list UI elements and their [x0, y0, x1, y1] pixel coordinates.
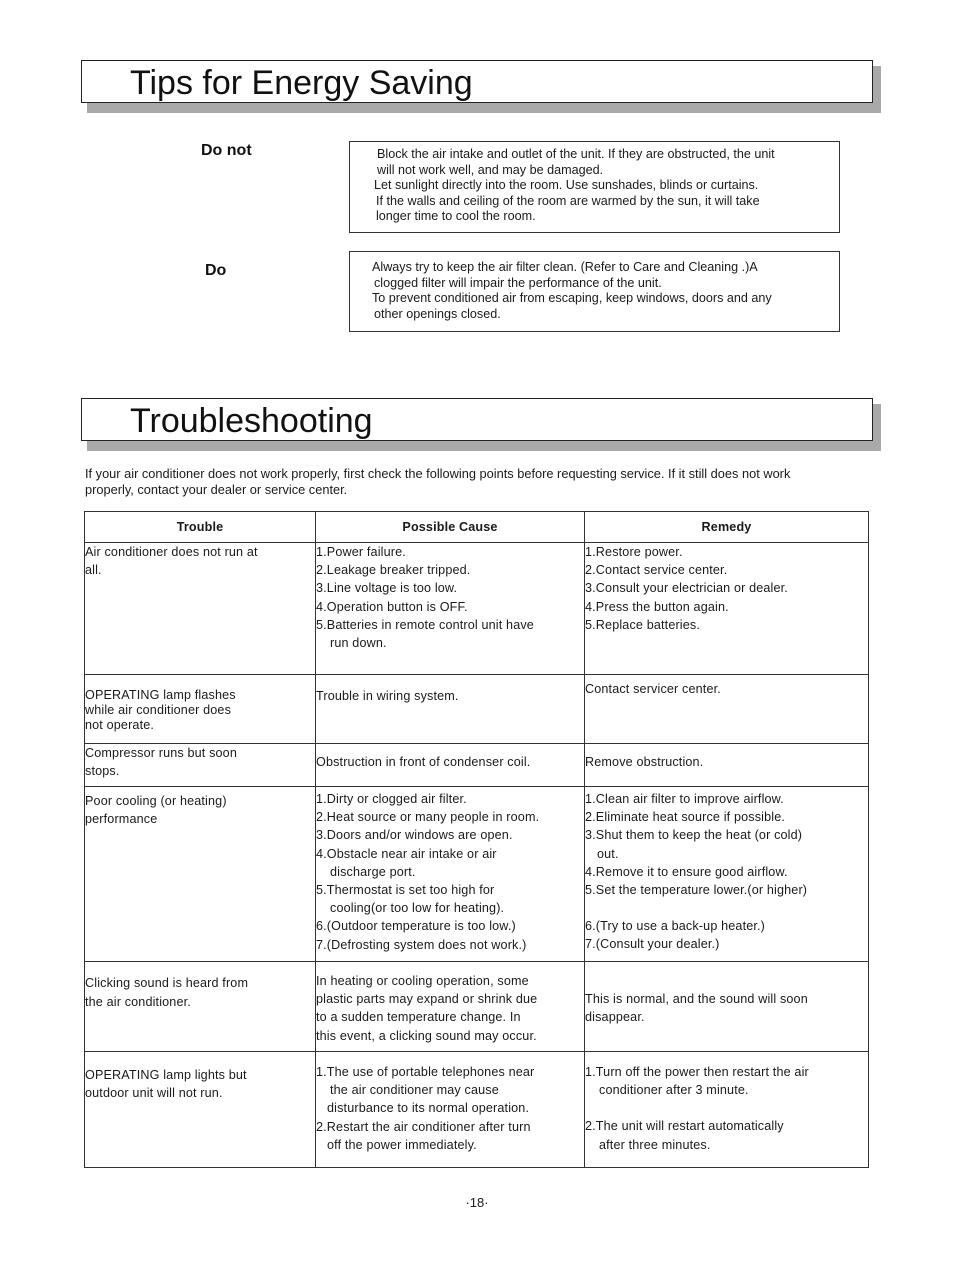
cause-text: 1.The use of portable telephones near: [316, 1065, 535, 1079]
cause-cell: [316, 962, 585, 1052]
remedy-text: conditioner after 3 minute.: [599, 1083, 749, 1098]
trouble-text: the air conditioner.: [85, 995, 191, 1009]
trouble-text: OPERATING lamp lights but: [85, 1068, 247, 1082]
do-line: other openings closed.: [374, 306, 501, 321]
remedy-text: 1.Turn off the power then restart the air: [585, 1065, 809, 1079]
cause-cell: [316, 1052, 585, 1168]
remedy-text: [585, 1099, 868, 1117]
cause-text: 4.Operation button is OFF.: [316, 599, 468, 614]
remedy-text: disappear.: [585, 1010, 645, 1025]
cause-text: Obstruction in front of condenser coil.: [316, 755, 531, 769]
cause-text: 3.Line voltage is too low.: [316, 581, 458, 596]
remedy-text: 2.Contact service center.: [585, 563, 728, 578]
remedy-cell: [585, 675, 869, 744]
cause-cell: [316, 543, 585, 675]
remedy-text: 1.Restore power.: [585, 545, 683, 559]
table-row: [85, 675, 869, 744]
cause-text: 2.Heat source or many people in room.: [316, 810, 540, 825]
cause-text: run down.: [330, 636, 387, 651]
remedy-text: 4.Press the button again.: [585, 599, 729, 614]
trouble-cell: [85, 787, 316, 962]
energy-title: Tips for Energy Saving: [130, 64, 473, 102]
do-box: [349, 251, 840, 332]
remedy-text: 3.Shut them to keep the heat (or cold): [585, 828, 803, 843]
trouble-text: Clicking sound is heard from: [85, 976, 249, 990]
do-not-label: Do not: [201, 142, 252, 159]
header-trouble: Trouble: [85, 512, 316, 543]
troubleshooting-intro: [85, 466, 885, 498]
troubleshooting-title: Troubleshooting: [130, 402, 373, 440]
cause-cell: [316, 787, 585, 962]
trouble-cell: [85, 675, 316, 744]
do-not-line: will not work well, and may be damaged.: [377, 162, 604, 177]
table-row: [85, 543, 869, 675]
remedy-text: This is normal, and the sound will soon: [585, 992, 808, 1006]
cause-text: disturbance to its normal operation.: [327, 1101, 530, 1116]
table-row: [85, 1052, 869, 1168]
do-label: Do: [205, 262, 227, 279]
cause-text: the air conditioner may cause: [330, 1083, 499, 1098]
cause-text: 1.Dirty or clogged air filter.: [316, 792, 467, 806]
remedy-text: 2.Eliminate heat source if possible.: [585, 810, 786, 825]
cause-text: this event, a clicking sound may occur.: [316, 1028, 537, 1043]
cause-text: off the power immediately.: [327, 1137, 477, 1152]
remedy-cell: [585, 543, 869, 675]
remedy-text: Remove obstruction.: [585, 755, 704, 769]
trouble-text: not operate.: [85, 718, 155, 732]
table-header-row: [85, 512, 869, 543]
remedy-text: 4.Remove it to ensure good airflow.: [585, 864, 788, 879]
remedy-text: Contact servicer center.: [585, 682, 721, 696]
trouble-text: Poor cooling (or heating): [85, 794, 227, 808]
remedy-text: 7.(Consult your dealer.): [585, 937, 720, 952]
remedy-text: 3.Consult your electrician or dealer.: [585, 581, 788, 596]
do-not-line: longer time to cool the room.: [376, 209, 536, 224]
trouble-text: while air conditioner does: [85, 703, 232, 717]
remedy-text: 5.Replace batteries.: [585, 617, 701, 632]
do-not-line: Block the air intake and outlet of the unit. If they are obstructed, the unit: [377, 147, 775, 161]
cause-text: plastic parts may expand or shrink due: [316, 992, 538, 1007]
remedy-text: after three minutes.: [599, 1137, 711, 1152]
do-line: Always try to keep the air filter clean. (Refer to Care and Cleaning .)A: [372, 260, 758, 274]
intro-line: If your air conditioner does not work properly, first check the following points before requesting service. If it still does not work: [85, 466, 791, 481]
remedy-cell: [585, 1052, 869, 1168]
remedy-text: 5.Set the temperature lower.(or higher): [585, 883, 808, 898]
cause-cell: [316, 675, 585, 744]
do-line: To prevent conditioned air from escaping, keep windows, doors and any: [372, 291, 772, 306]
do-line: clogged filter will impair the performance of the unit.: [374, 275, 662, 290]
intro-line: properly, contact your dealer or service center.: [85, 482, 348, 497]
table-row: [85, 787, 869, 962]
table-row: [85, 962, 869, 1052]
cause-text: In heating or cooling operation, some: [316, 974, 529, 988]
remedy-cell: [585, 962, 869, 1052]
trouble-cell: [85, 744, 316, 787]
header-possible-cause: Possible Cause: [316, 512, 585, 543]
remedy-cell: [585, 744, 869, 787]
cause-text: 1.Power failure.: [316, 545, 406, 559]
cause-text: 4.Obstacle near air intake or air: [316, 846, 497, 861]
troubleshooting-table: [84, 511, 869, 1168]
table-row: [85, 744, 869, 787]
cause-text: to a sudden temperature change. In: [316, 1010, 521, 1025]
remedy-text: 6.(Try to use a back-up heater.): [585, 919, 766, 934]
remedy-cell: [585, 787, 869, 962]
energy-header: [81, 60, 873, 103]
cause-text: 2.Restart the air conditioner after turn: [316, 1119, 531, 1134]
trouble-text: stops.: [85, 764, 120, 779]
trouble-text: OPERATING lamp flashes: [85, 688, 236, 702]
trouble-text: outdoor unit will not run.: [85, 1086, 223, 1101]
trouble-text: Air conditioner does not run at: [85, 545, 258, 559]
cause-text: 5.Batteries in remote control unit have: [316, 617, 534, 632]
do-not-box: [349, 141, 840, 233]
page-number: ·18·: [465, 1195, 489, 1210]
header-remedy: Remedy: [585, 512, 869, 543]
do-not-line: Let sunlight directly into the room. Use sunshades, blinds or curtains.: [374, 178, 759, 193]
cause-text: 6.(Outdoor temperature is too low.): [316, 919, 516, 934]
remedy-text: 1.Clean air filter to improve airflow.: [585, 792, 784, 806]
cause-text: cooling(or too low for heating).: [330, 901, 505, 916]
remedy-text: 2.The unit will restart automatically: [585, 1119, 784, 1134]
cause-text: 7.(Defrosting system does not work.): [316, 937, 527, 952]
trouble-cell: [85, 543, 316, 675]
cause-text: 2.Leakage breaker tripped.: [316, 563, 471, 578]
trouble-text: all.: [85, 563, 102, 578]
do-not-line: If the walls and ceiling of the room are warmed by the sun, it will take: [376, 193, 760, 208]
remedy-text: [585, 899, 868, 917]
cause-text: discharge port.: [330, 864, 416, 879]
trouble-text: performance: [85, 812, 158, 827]
trouble-cell: [85, 962, 316, 1052]
trouble-text: Compressor runs but soon: [85, 746, 237, 760]
cause-text: 5.Thermostat is set too high for: [316, 883, 495, 898]
cause-text: 3.Doors and/or windows are open.: [316, 828, 513, 843]
cause-text: Trouble in wiring system.: [316, 689, 459, 703]
remedy-text: out.: [597, 846, 619, 861]
cause-cell: [316, 744, 585, 787]
trouble-cell: [85, 1052, 316, 1168]
troubleshooting-header: [81, 398, 873, 441]
